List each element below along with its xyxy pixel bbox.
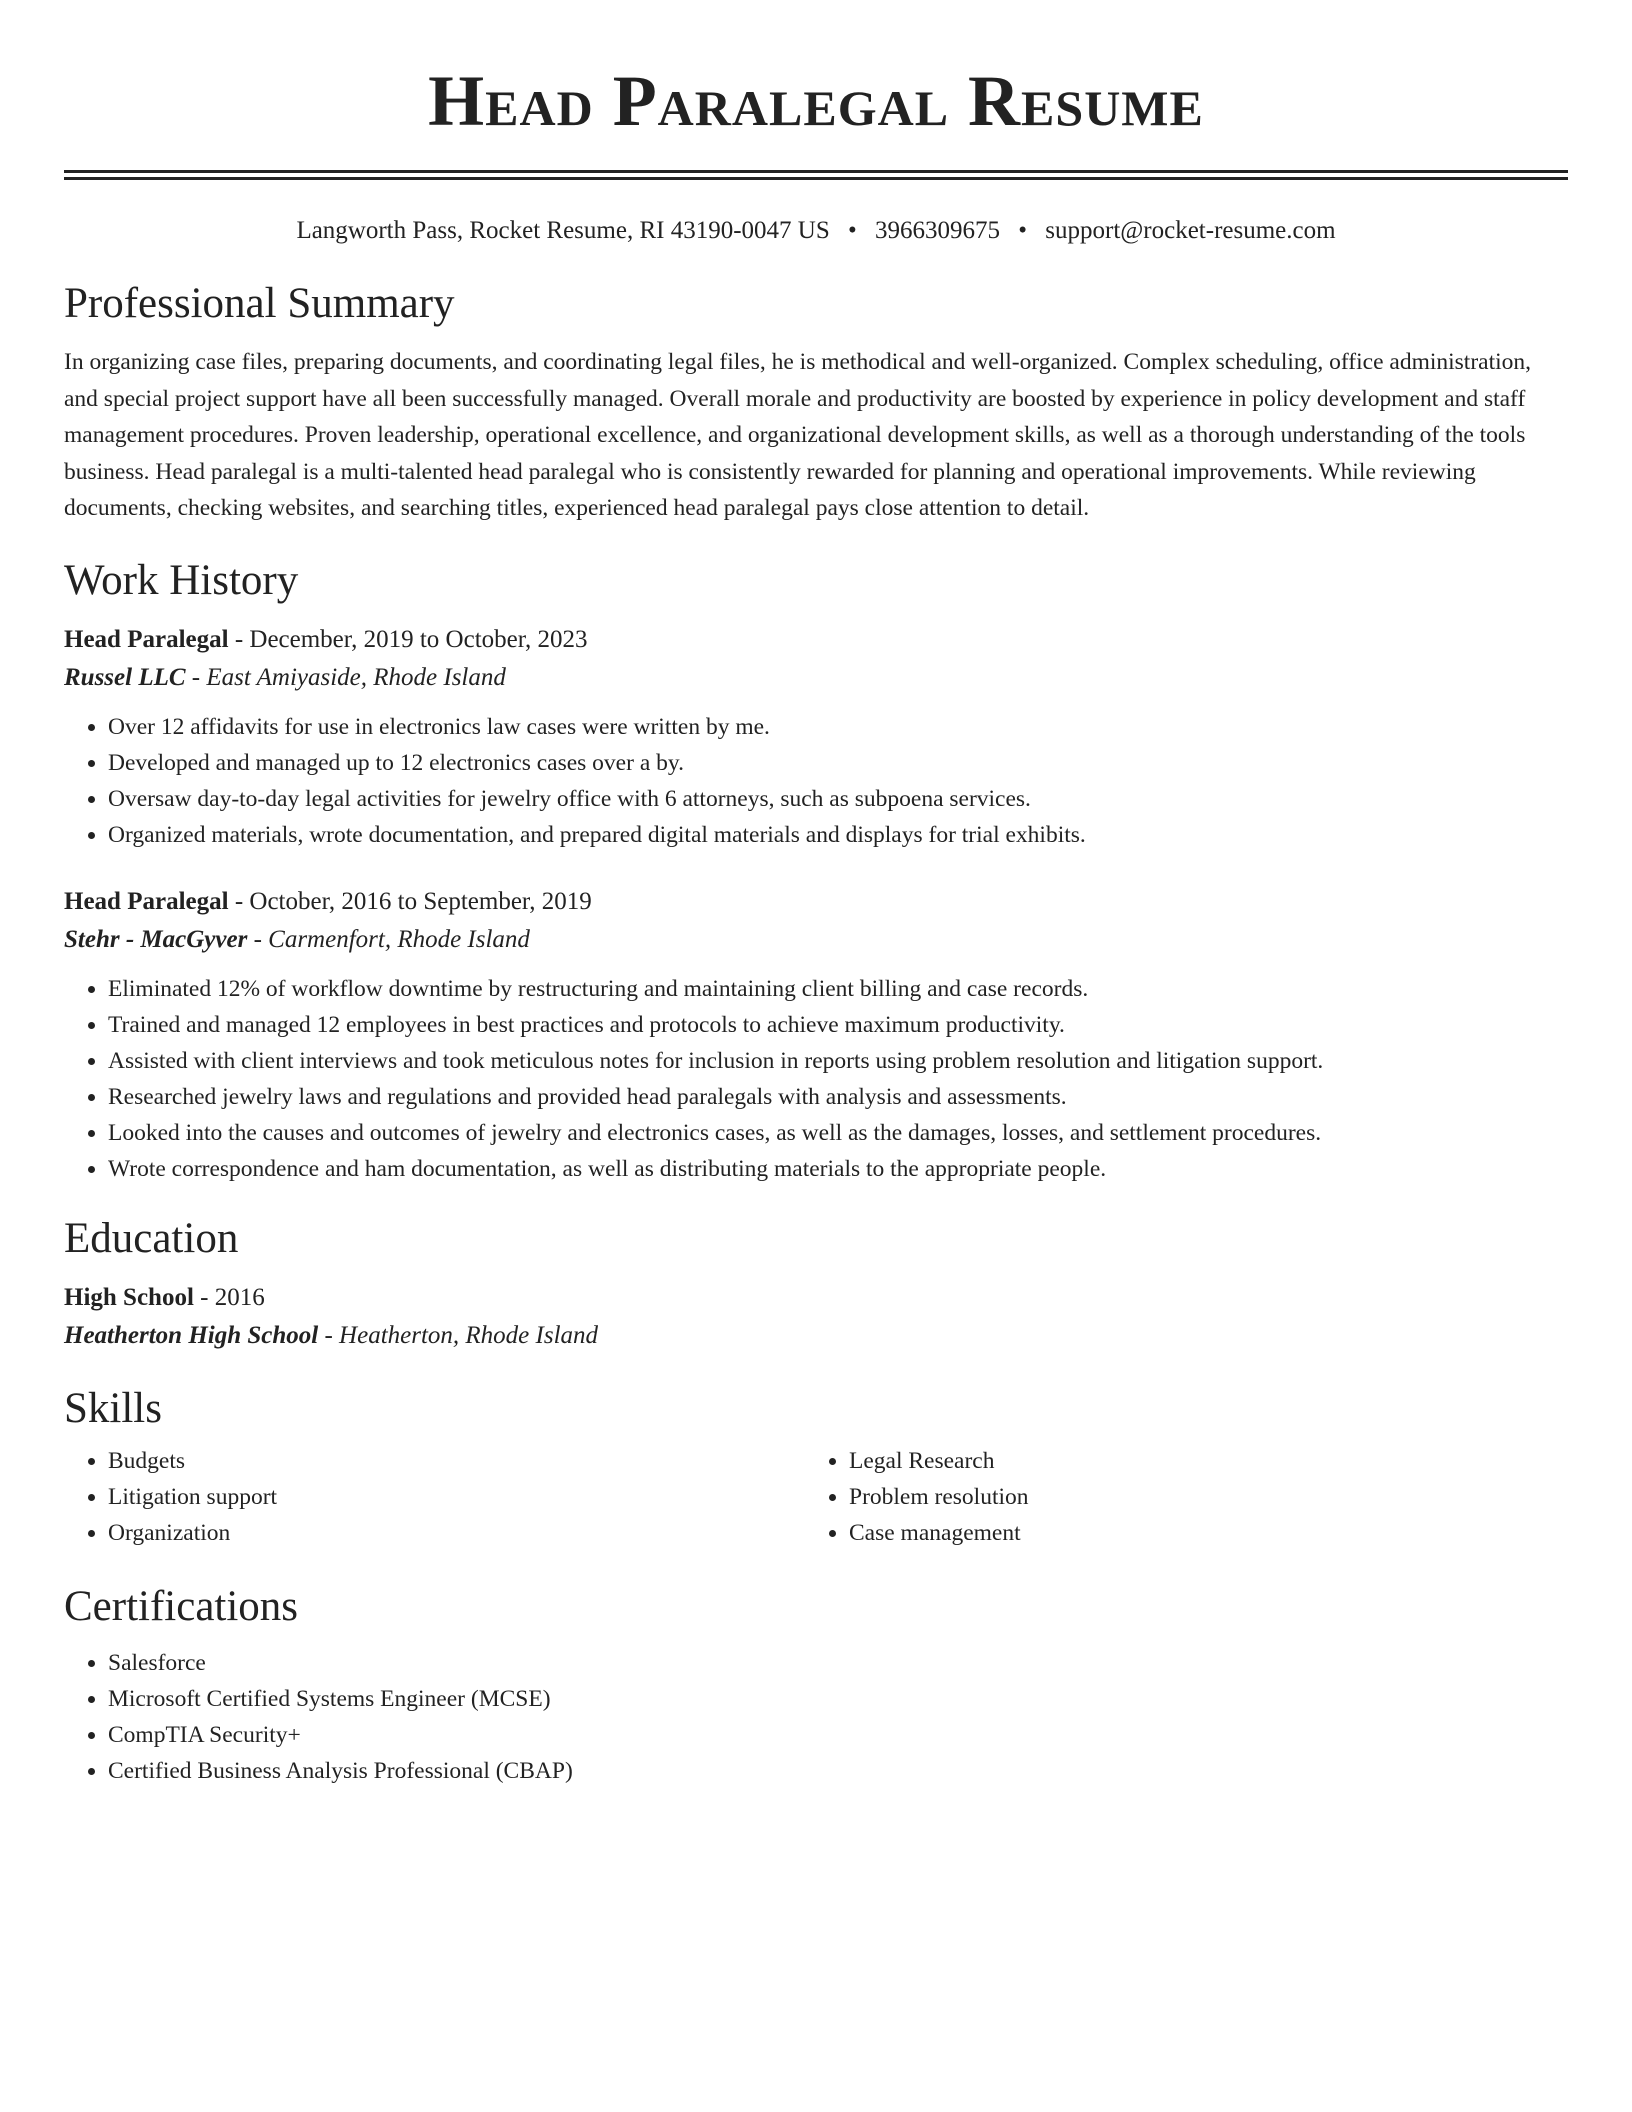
skill-item: • Case management bbox=[849, 1515, 1568, 1551]
job-dates: - December, 2019 to October, 2023 bbox=[228, 625, 588, 653]
summary-heading: Professional Summary bbox=[64, 280, 455, 327]
contact-separator: • bbox=[1018, 217, 1028, 244]
skills-column-left bbox=[64, 1443, 805, 1551]
education-year: - 2016 bbox=[193, 1283, 265, 1311]
skill-item: • Organization bbox=[108, 1515, 805, 1551]
job-bullets bbox=[64, 971, 1568, 1187]
summary-text: In organizing case files, preparing documents, and coordinating legal files, he is methodical and well-organized. Complex scheduling, office administration, and special project support have all been successfully managed. Overall morale and productivity are boosted by experience in policy development and staff management procedures. Proven leadership, operational excellence, and organizational development skills, as well as a thorough understanding of the tools business. Head paralegal is a multi-talented head paralegal who is consistently rewarded for planning and operational improvements. While reviewing documents, checking websites, and searching titles, experienced head paralegal pays close attention to detail. bbox=[64, 349, 1532, 521]
skill-item: • Budgets bbox=[108, 1443, 805, 1479]
job-title: Head Paralegal bbox=[64, 625, 229, 653]
list-item: • Assisted with client interviews and took meticulous notes for inclusion in reports using problem resolution and litigation support. bbox=[108, 1043, 1568, 1079]
list-item: • Over 12 affidavits for use in electronics law cases were written by me. bbox=[108, 709, 1568, 745]
job-title-line bbox=[64, 621, 1568, 659]
document-title: Head Paralegal Resume bbox=[428, 61, 1204, 141]
education-school-line bbox=[64, 1317, 1568, 1355]
list-item: • Organized materials, wrote documentation, and prepared digital materials and displays for trial exhibits. bbox=[108, 817, 1568, 853]
skill-item: • Litigation support bbox=[108, 1479, 805, 1515]
job-title-line bbox=[64, 883, 1568, 921]
contact-line bbox=[64, 214, 1568, 248]
education-heading: Education bbox=[64, 1214, 239, 1262]
education-entry bbox=[64, 1279, 1568, 1355]
skills-heading: Skills bbox=[64, 1384, 162, 1432]
job-company-line bbox=[64, 659, 1568, 697]
list-item: • Oversaw day-to-day legal activities for jewelry office with 6 attorneys, such as subpoena services. bbox=[108, 781, 1568, 817]
list-item: • Wrote correspondence and ham documentation, as well as distributing materials to the appropriate people. bbox=[108, 1151, 1568, 1187]
work-history-heading: Work History bbox=[64, 556, 299, 604]
job-company: Russel LLC bbox=[64, 663, 186, 691]
list-item: • Eliminated 12% of workflow downtime by restructuring and maintaining client billing and case records. bbox=[108, 971, 1568, 1007]
title-double-rule bbox=[64, 170, 1568, 180]
job-company-line bbox=[64, 921, 1568, 959]
education-location: - Heatherton, Rhode Island bbox=[318, 1321, 599, 1349]
contact-separator: • bbox=[847, 217, 857, 244]
job-company: Stehr - MacGyver bbox=[64, 925, 248, 953]
certifications-heading: Certifications bbox=[64, 1582, 299, 1630]
education-school: Heatherton High School bbox=[64, 1321, 319, 1349]
list-item: • Researched jewelry laws and regulations and provided head paralegals with analysis and assessments. bbox=[108, 1079, 1568, 1115]
contact-email: support@rocket-resume.com bbox=[1045, 217, 1336, 244]
job-entry bbox=[64, 883, 1568, 1187]
job-title: Head Paralegal bbox=[64, 887, 229, 915]
job-dates: - October, 2016 to September, 2019 bbox=[228, 887, 592, 915]
education-degree: High School bbox=[64, 1283, 194, 1311]
certification-item: • Certified Business Analysis Professional (CBAP) bbox=[108, 1753, 1568, 1789]
list-item: • Trained and managed 12 employees in best practices and protocols to achieve maximum productivity. bbox=[108, 1007, 1568, 1043]
skill-item: • Problem resolution bbox=[849, 1479, 1568, 1515]
contact-phone: 3966309675 bbox=[875, 217, 1000, 244]
list-item: • Looked into the causes and outcomes of jewelry and electronics cases, as well as the damages, losses, and settlement procedures. bbox=[108, 1115, 1568, 1151]
list-item: • Developed and managed up to 12 electronics cases over a by. bbox=[108, 745, 1568, 781]
certification-item: • Microsoft Certified Systems Engineer (MCSE) bbox=[108, 1681, 1568, 1717]
contact-address: Langworth Pass, Rocket Resume, RI 43190-0047 US bbox=[296, 217, 830, 244]
certification-item: • Salesforce bbox=[108, 1645, 1568, 1681]
skills-column-right bbox=[805, 1443, 1568, 1551]
skill-item: • Legal Research bbox=[849, 1443, 1568, 1479]
job-location: - East Amiyaside, Rhode Island bbox=[185, 663, 506, 691]
education-degree-line bbox=[64, 1279, 1568, 1317]
certifications-list bbox=[64, 1645, 1568, 1789]
skills-grid bbox=[64, 1443, 1568, 1551]
certification-item: • CompTIA Security+ bbox=[108, 1717, 1568, 1753]
job-bullets bbox=[64, 709, 1568, 853]
job-entry bbox=[64, 621, 1568, 853]
job-location: - Carmenfort, Rhode Island bbox=[247, 925, 530, 953]
